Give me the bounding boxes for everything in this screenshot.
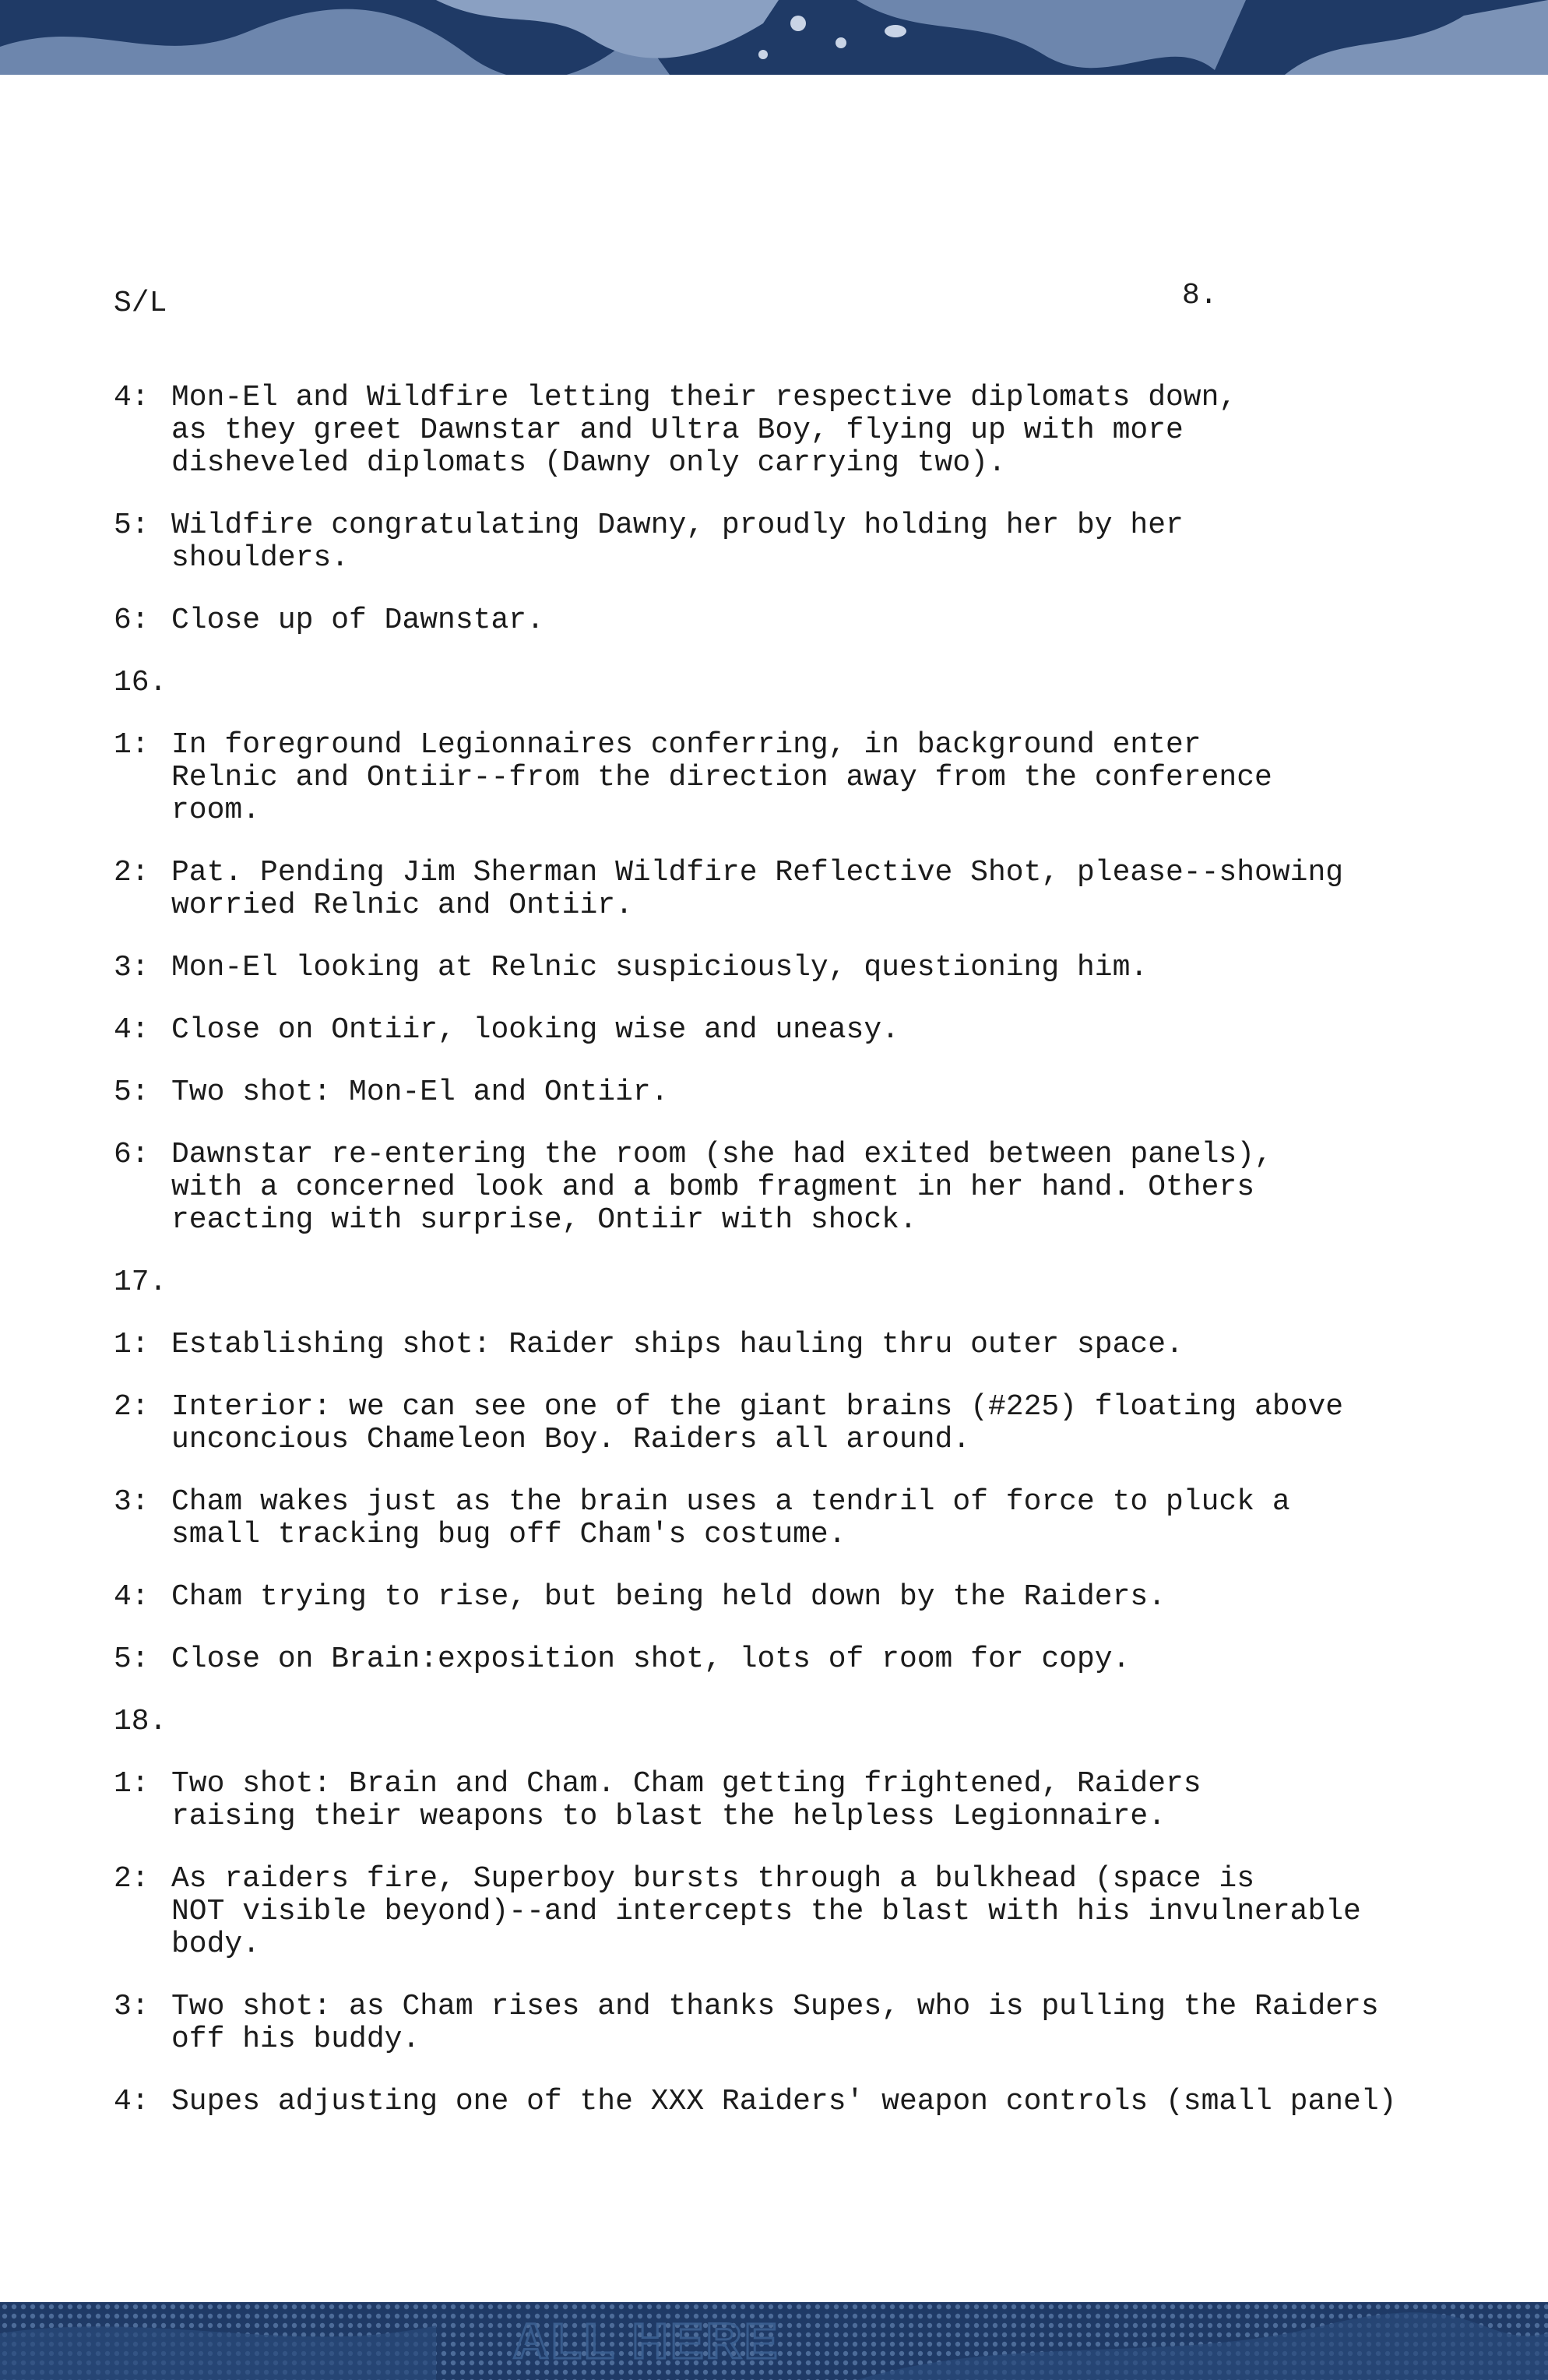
panel-description — [114, 1991, 1453, 2056]
panel-number: 4: — [114, 2085, 150, 2118]
panel-text: Two shot: Mon-El and Ontiir. — [171, 1076, 669, 1109]
panel-text: Pat. Pending Jim Sherman Wildfire Reflective Shot, please--showing worried Relnic and Ontiir. — [171, 856, 1344, 922]
panel-number: 4: — [114, 381, 150, 414]
panel-description — [114, 952, 1453, 984]
script-section — [114, 382, 1453, 637]
panel-number: 3: — [114, 1485, 150, 1519]
panel-text: Dawnstar re-entering the room (she had exited between panels), with a concerned look and a bomb fragment in her hand. Others reacting with surprise, Ontiir with shock. — [171, 1138, 1272, 1237]
comic-page-label: 18. — [114, 1705, 167, 1738]
panel-text: Two shot: Brain and Cham. Cham getting frightened, Raiders raising their weapons to blast the helpless Legionnaire. — [171, 1767, 1201, 1833]
panel-number: 3: — [114, 1990, 150, 2023]
panel-number: 5: — [114, 509, 150, 542]
script-body — [114, 382, 1453, 2148]
panel-number: 1: — [114, 1328, 150, 1361]
panel-text: Establishing shot: Raider ships hauling thru outer space. — [171, 1328, 1184, 1361]
panel-text: Interior: we can see one of the giant brains (#225) floating above unconcious Chameleon Boy. Raiders all around. — [171, 1390, 1344, 1456]
panel-description — [114, 1076, 1453, 1109]
panel-text: Close on Ontiir, looking wise and uneasy. — [171, 1013, 899, 1047]
panel-number: 6: — [114, 1138, 150, 1171]
panel-number: 6: — [114, 604, 150, 637]
script-slug: S/L — [114, 287, 167, 320]
panel-number: 2: — [114, 1862, 150, 1896]
panel-number: 5: — [114, 1642, 150, 1676]
panel-description — [114, 382, 1453, 480]
panel-text: As raiders fire, Superboy bursts through a bulkhead (space is NOT visible beyond)--and intercepts the blast with his invulnerable body. — [171, 1862, 1361, 1961]
panel-description — [114, 1643, 1453, 1676]
panel-text: In foreground Legionnaires conferring, in background enter Relnic and Ontiir--from the direction away from the conference room. — [171, 728, 1272, 827]
panel-description — [114, 1768, 1453, 1833]
panel-number: 4: — [114, 1013, 150, 1047]
page-number: 8. — [1182, 279, 1218, 312]
panel-number: 1: — [114, 728, 150, 762]
comic-page-label: 17. — [114, 1266, 167, 1299]
panel-number: 2: — [114, 1390, 150, 1424]
top-comic-art-band — [0, 0, 1548, 75]
comic-page-label: 16. — [114, 666, 167, 699]
panel-description — [114, 1486, 1453, 1551]
panel-text: Close on Brain:exposition shot, lots of room for copy. — [171, 1642, 1131, 1676]
panel-number: 3: — [114, 951, 150, 984]
panel-description — [114, 857, 1453, 922]
panel-number: 5: — [114, 1076, 150, 1109]
panel-description — [114, 1391, 1453, 1456]
panel-description — [114, 1014, 1453, 1047]
script-section — [114, 1266, 1453, 1676]
panel-description — [114, 509, 1453, 575]
panel-description — [114, 729, 1453, 827]
panel-description — [114, 1863, 1453, 1961]
script-section — [114, 667, 1453, 1237]
script-section — [114, 1706, 1453, 2118]
panel-number: 4: — [114, 1580, 150, 1614]
panel-number: 1: — [114, 1767, 150, 1801]
panel-text: Supes adjusting one of the XXX Raiders' weapon controls (small panel) — [171, 2085, 1397, 2118]
comic-art-decoration — [0, 0, 1548, 75]
panel-description — [114, 2086, 1453, 2118]
panel-text: Close up of Dawnstar. — [171, 604, 544, 637]
panel-text: Mon-El looking at Relnic suspiciously, questioning him. — [171, 951, 1149, 984]
panel-number: 2: — [114, 856, 150, 889]
panel-description — [114, 1581, 1453, 1614]
panel-description — [114, 604, 1453, 637]
panel-text: Cham trying to rise, but being held down by the Raiders. — [171, 1580, 1166, 1614]
panel-text: Two shot: as Cham rises and thanks Supes, who is pulling the Raiders off his buddy. — [171, 1990, 1379, 2056]
panel-description — [114, 1329, 1453, 1361]
panel-text: Mon-El and Wildfire letting their respective diplomats down, as they greet Dawnstar and Ultra Boy, flying up with more disheveled diplomats (Dawny only carrying two). — [171, 381, 1237, 480]
footer-art-lettering: ALL HERE — [512, 2313, 780, 2369]
panel-text: Cham wakes just as the brain uses a tendril of force to pluck a small tracking bug off Cham's costume. — [171, 1485, 1290, 1551]
panel-text: Wildfire congratulating Dawny, proudly holding her by her shoulders. — [171, 509, 1184, 575]
panel-description — [114, 1139, 1453, 1237]
